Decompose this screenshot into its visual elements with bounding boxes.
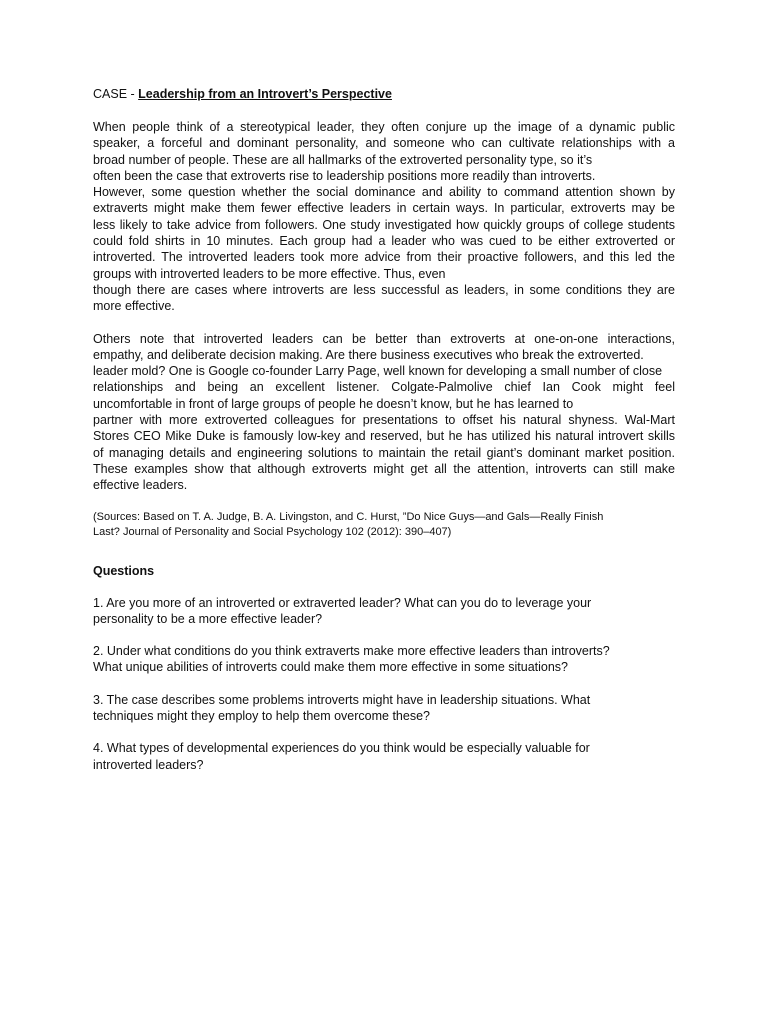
sources-citation <box>93 510 675 541</box>
question-line: 3. The case describes some problems introverts might have in leadership situations. What <box>93 692 591 707</box>
case-title <box>93 86 675 103</box>
paragraph-line: though there are cases where introverts are less successful as leaders, in some conditions they are <box>93 282 675 297</box>
paragraph-line: leader mold? One is Google co-founder Larry Page, well known for developing a small number of close <box>93 364 663 379</box>
question-4 <box>93 740 675 773</box>
paragraph-line: partner with more extroverted colleagues for presentations to offset his natural shyness. Wal-Mart <box>93 413 675 428</box>
paragraph-line: Others note that introverted leaders can be better than extroverts at one-on-one interactions, <box>93 331 675 346</box>
paragraph-line: Stores CEO Mike Duke is famously low-key and reserved, but he has utilized his natural introvert skills <box>93 429 675 444</box>
paragraph-1 <box>93 119 675 315</box>
sources-line: Last? Journal of Personality and Social Psychology 102 (2012): 390–407) <box>93 526 452 539</box>
questions-heading: Questions <box>93 563 155 578</box>
paragraph-line: more effective. <box>93 299 175 314</box>
paragraph-line: When people think of a stereotypical leader, they often conjure up the image of a dynamic public <box>93 120 675 134</box>
paragraph-line: groups with introverted leaders to be more effective. Thus, even <box>93 266 446 281</box>
sources-line: (Sources: Based on T. A. Judge, B. A. Livingston, and C. Hurst, ”Do Nice Guys—and Gals—Really Finish <box>93 510 604 523</box>
paragraph-line: could fold shirts in 10 minutes. Each group had a leader who was cued to be either extroverted or <box>93 234 675 249</box>
question-line: 1. Are you more of an introverted or extraverted leader? What can you do to leverage your <box>93 595 592 610</box>
paragraph-line: broad number of people. These are all hallmarks of the extroverted personality type, so it’s <box>93 152 593 167</box>
paragraph-line: of managing details and engineering solutions to maintain the retail giant’s dominant market position. <box>93 445 675 460</box>
paragraph-line: empathy, and deliberate decision making. Are there business executives who break the extroverted. <box>93 347 644 362</box>
question-line: 2. Under what conditions do you think extraverts make more effective leaders than introverts? <box>93 644 610 659</box>
question-1 <box>93 595 675 628</box>
paragraph-2 <box>93 331 675 494</box>
paragraph-line: introverted. The introverted leaders took more advice from their proactive followers, and this led the <box>93 250 675 265</box>
paragraph-line: less likely to take advice from followers. One study investigated how quickly groups of college students <box>93 217 675 232</box>
paragraph-line: uncomfortable in front of large groups of people he doesn’t know, but he has learned to <box>93 396 574 411</box>
paragraph-line: often been the case that extroverts rise to leadership positions more readily than introverts. <box>93 168 596 183</box>
paragraph-line: However, some question whether the social dominance and ability to command attention shown by <box>93 185 675 200</box>
paragraph-line: speaker, a forceful and dominant personality, and someone who can cultivate relationships with a <box>93 136 675 151</box>
question-line: techniques might they employ to help them overcome these? <box>93 709 430 724</box>
paragraph-line: extraverts might make them fewer effective leaders in certain ways. In particular, extroverts may be <box>93 201 675 216</box>
case-title-text: Leadership from an Introvert’s Perspective <box>138 87 392 101</box>
document-content <box>93 86 675 789</box>
question-2 <box>93 643 675 676</box>
question-line: personality to be a more effective leader? <box>93 611 323 626</box>
case-prefix: CASE - <box>93 87 139 101</box>
paragraph-line: These examples show that although extroverts might get all the attention, introverts can still make <box>93 461 675 476</box>
question-line: introverted leaders? <box>93 757 204 772</box>
question-line: 4. What types of developmental experiences do you think would be especially valuable for <box>93 741 590 756</box>
paragraph-line: effective leaders. <box>93 478 188 493</box>
paragraph-line: relationships and being an excellent listener. Colgate-Palmolive chief Ian Cook might feel <box>93 380 675 395</box>
question-line: What unique abilities of introverts could make them more effective in some situations? <box>93 660 568 675</box>
question-3 <box>93 692 675 725</box>
